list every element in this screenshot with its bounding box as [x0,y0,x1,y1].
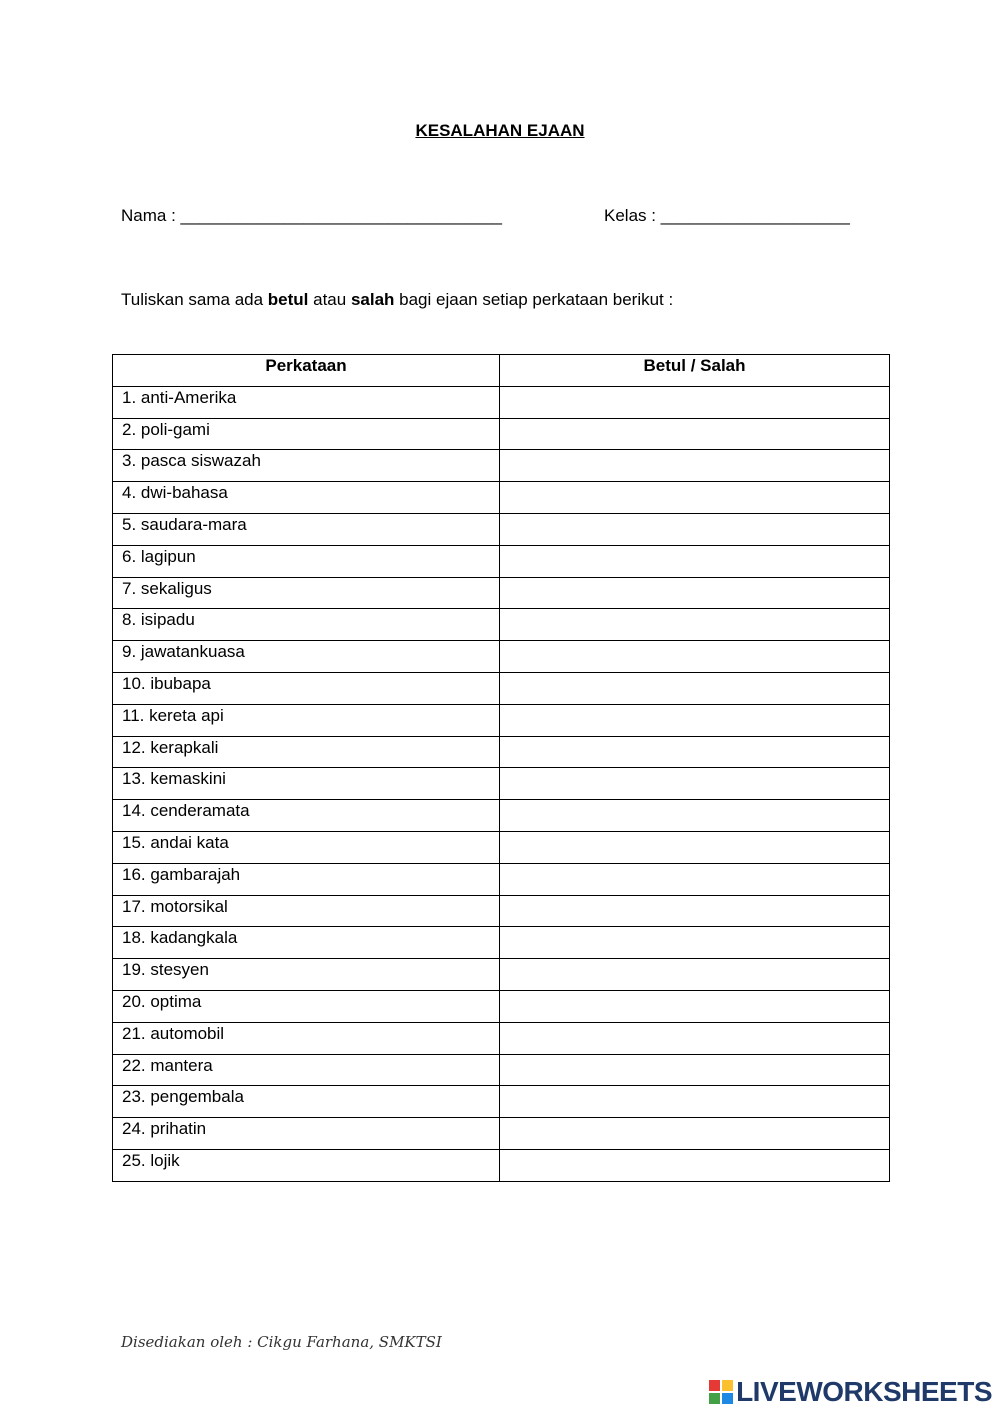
answer-cell[interactable] [500,768,890,800]
table-row [113,577,890,609]
instruction-salah: salah [350,290,395,309]
word-cell [113,1022,500,1054]
answer-cell[interactable] [500,482,890,514]
answer-cell[interactable] [500,800,890,832]
answer-cell[interactable] [500,927,890,959]
table-body [113,386,890,1181]
logo-square [709,1393,720,1404]
word-cell [113,386,500,418]
table-row [113,959,890,991]
table-row [113,927,890,959]
table-row [113,545,890,577]
table-row [113,863,890,895]
answer-cell[interactable] [500,736,890,768]
footer-credit: Disediakan oleh : Cikgu Farhana, SMKTSI [121,1333,442,1351]
answer-cell[interactable] [500,641,890,673]
liveworksheets-brand [709,1378,992,1406]
logo-square [722,1393,733,1404]
table-row [113,1054,890,1086]
word-cell [113,1054,500,1086]
word-cell [113,609,500,641]
logo-square [709,1380,720,1391]
word-cell [113,704,500,736]
answer-cell[interactable] [500,831,890,863]
table-row [113,482,890,514]
word-label: 11. kereta api [122,705,224,725]
word-label: 17. motorsikal [122,896,228,916]
table-row [113,386,890,418]
table-row [113,800,890,832]
word-cell [113,1118,500,1150]
table-row [113,990,890,1022]
word-cell [113,450,500,482]
answer-cell[interactable] [500,1054,890,1086]
word-label: 2. poli-gami [122,419,210,439]
word-label: 1. anti-Amerika [122,387,237,407]
word-label: 3. pasca siswazah [122,451,261,471]
kelas-field: Kelas : ____________________ [604,206,850,225]
word-label: 25. lojik [122,1150,180,1170]
word-cell [113,1149,500,1181]
instruction-part1: Tuliskan sama ada [121,290,268,309]
word-label: 8. isipadu [122,610,195,630]
table-row [113,450,890,482]
instruction-text [121,290,673,310]
word-cell [113,831,500,863]
answer-cell[interactable] [500,1086,890,1118]
word-label: 9. jawatankuasa [122,642,245,662]
word-cell [113,672,500,704]
table-row [113,609,890,641]
word-label: 24. prihatin [122,1119,207,1139]
header-betul-salah-label: Betul / Salah [643,356,746,375]
answer-cell[interactable] [500,959,890,991]
word-label: 22. mantera [122,1055,213,1075]
answer-cell[interactable] [500,704,890,736]
word-label: 10. ibubapa [122,673,211,693]
header-perkataan-label: Perkataan [265,356,347,375]
table-row [113,831,890,863]
word-label: 18. kadangkala [122,928,238,948]
word-label: 12. kerapkali [122,737,219,757]
instruction-part3: bagi ejaan setiap perkataan berikut : [394,290,674,309]
answer-cell[interactable] [500,1149,890,1181]
instruction-part2: atau [308,290,351,309]
word-cell [113,513,500,545]
liveworksheets-logo-icon [709,1380,733,1404]
word-cell [113,418,500,450]
word-label: 5. saudara-mara [122,514,247,534]
word-cell [113,1086,500,1118]
word-label: 21. automobil [122,1023,225,1043]
answer-cell[interactable] [500,609,890,641]
word-cell [113,482,500,514]
table-row [113,1118,890,1150]
answer-cell[interactable] [500,386,890,418]
word-cell [113,895,500,927]
word-cell [113,927,500,959]
word-label: 15. andai kata [122,832,229,852]
answer-cell[interactable] [500,863,890,895]
words-table [112,354,890,1182]
table-row [113,672,890,704]
table-row [113,1086,890,1118]
table-header-row [113,355,890,387]
answer-cell[interactable] [500,577,890,609]
logo-square [722,1380,733,1391]
instruction-betul: betul [267,290,309,309]
header-perkataan [113,355,500,387]
answer-cell[interactable] [500,513,890,545]
answer-cell[interactable] [500,672,890,704]
word-label: 16. gambarajah [122,864,241,884]
word-cell [113,990,500,1022]
table-row [113,641,890,673]
table-row [113,736,890,768]
answer-cell[interactable] [500,450,890,482]
brand-name: LIVEWORKSHEETS [736,1376,992,1407]
answer-cell[interactable] [500,990,890,1022]
word-label: 7. sekaligus [122,578,212,598]
table-row [113,895,890,927]
word-cell [113,545,500,577]
header-betul-salah [500,355,890,387]
word-label: 4. dwi-bahasa [122,483,228,503]
table-row [113,768,890,800]
word-cell [113,959,500,991]
table-row [113,418,890,450]
table-row [113,1022,890,1054]
word-label: 23. pengembala [122,1087,244,1107]
nama-field: Nama : __________________________________ [121,206,502,225]
table-row [113,513,890,545]
answer-cell[interactable] [500,418,890,450]
word-label: 14. cenderamata [122,801,250,821]
table-row [113,1149,890,1181]
answer-cell[interactable] [500,545,890,577]
word-cell [113,577,500,609]
word-label: 6. lagipun [122,546,196,566]
answer-cell[interactable] [500,1022,890,1054]
word-label: 19. stesyen [122,960,209,980]
word-cell [113,800,500,832]
word-label: 20. optima [122,991,202,1011]
word-cell [113,768,500,800]
worksheet-title: KESALAHAN EJAAN [415,121,585,140]
answer-cell[interactable] [500,895,890,927]
table-row [113,704,890,736]
word-cell [113,736,500,768]
word-label: 13. kemaskini [122,769,226,789]
answer-cell[interactable] [500,1118,890,1150]
word-cell [113,641,500,673]
word-cell [113,863,500,895]
